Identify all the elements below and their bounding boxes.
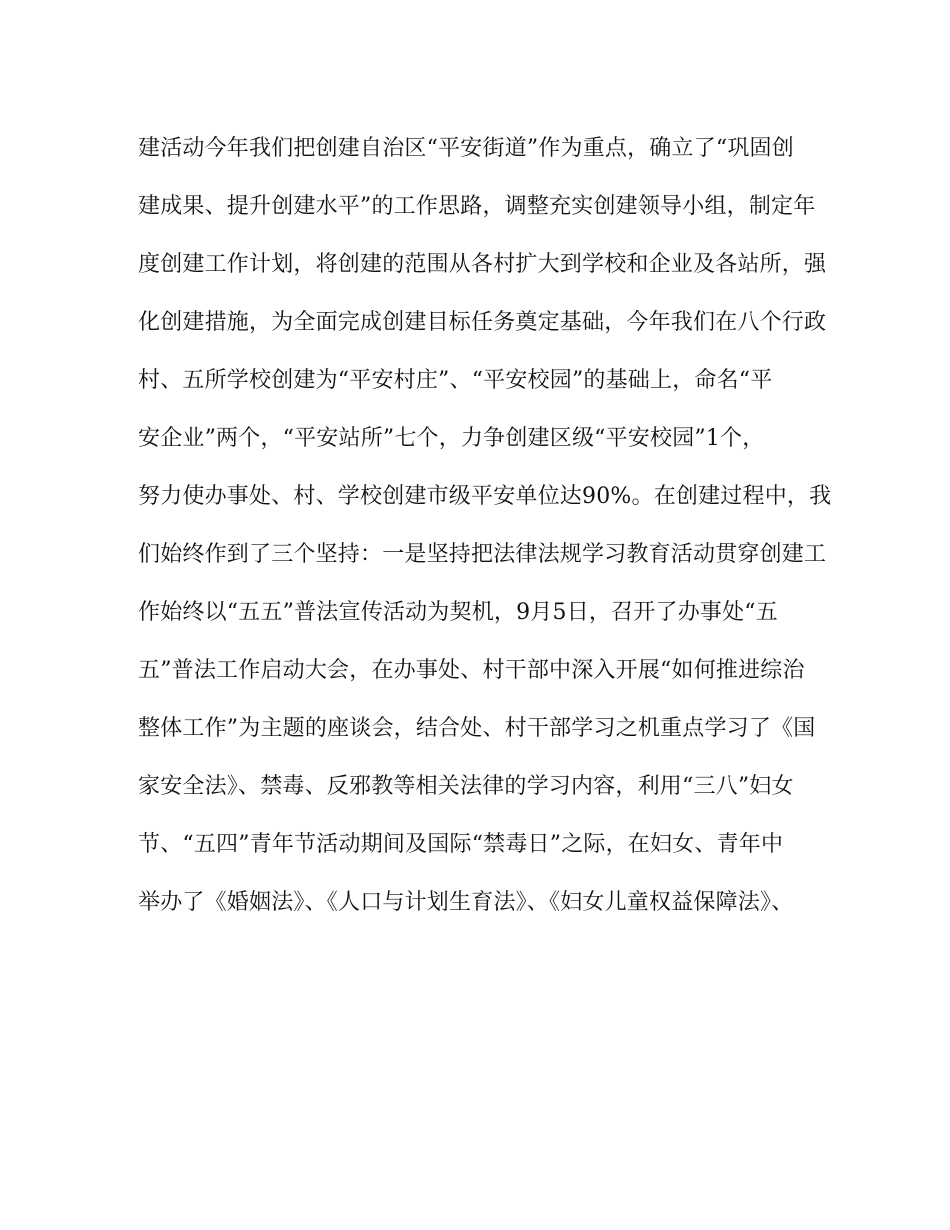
text-line-1: 建活动今年我们把创建自治区“平安街道”作为重点，确立了“巩固创 <box>138 136 794 161</box>
text-line-11: 整体工作”为主题的座谈会，结合处、村干部学习之机重点学习了《国 <box>138 716 816 741</box>
text-line-13: 节、“五四”青年节活动期间及国际“禁毒日”之际，在妇女、青年中 <box>138 832 784 857</box>
text-line-7: 努力使办事处、村、学校创建市级平安单位达90%。在创建过程中，我 <box>138 484 832 509</box>
text-line-8: 们始终作到了三个坚持：一是坚持把法律法规学习教育活动贯穿创建工 <box>138 542 827 567</box>
text-line-5: 村、五所学校创建为“平安村庄”、“平安校园”的基础上，命名“平 <box>138 368 773 393</box>
text-line-9: 作始终以“五五”普法宣传活动为契机，9月5日，召开了办事处“五 <box>138 600 778 625</box>
text-line-4: 化创建措施，为全面完成创建目标任务奠定基础，今年我们在八个行政 <box>138 310 827 335</box>
text-line-14: 举办了《婚姻法》、《人口与计划生育法》、《妇女儿童权益保障法》、 <box>138 890 794 915</box>
text-line-12: 家安全法》、禁毒、反邪教等相关法律的学习内容，利用“三八”妇女 <box>138 774 794 799</box>
text-line-10: 五”普法工作启动大会，在办事处、村干部中深入开展“如何推进综治 <box>138 658 805 683</box>
text-line-6: 安企业”两个，“平安站所”七个，力争创建区级“平安校园”1个， <box>138 426 765 451</box>
text-line-3: 度创建工作计划，将创建的范围从各村扩大到学校和企业及各站所，强 <box>138 252 827 277</box>
text-line-2: 建成果、提升创建水平”的工作思路，调整充实创建领导小组，制定年 <box>138 194 816 219</box>
body-text <box>138 120 838 932</box>
